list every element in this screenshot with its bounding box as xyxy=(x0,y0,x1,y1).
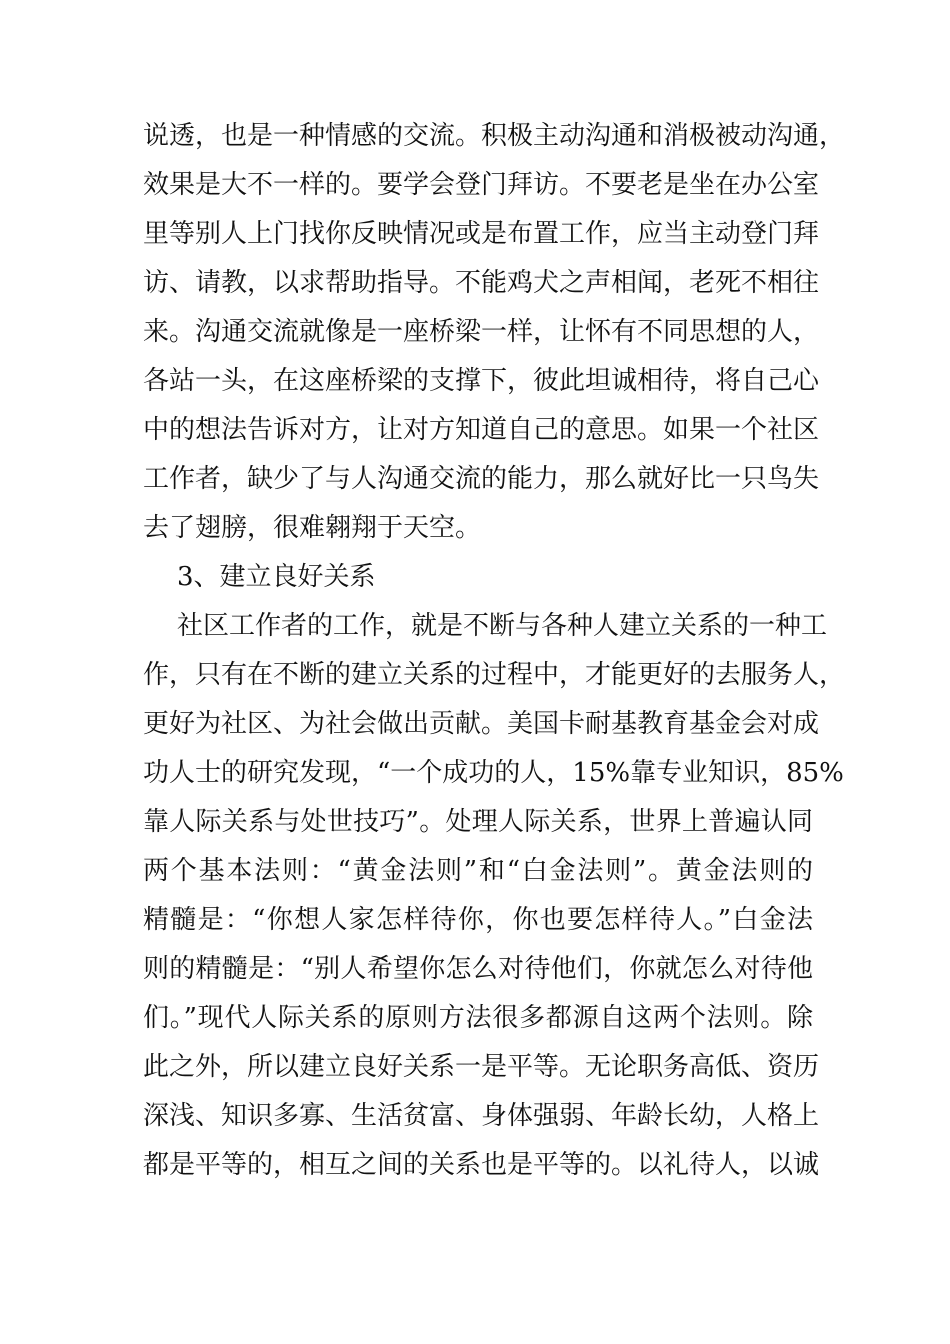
text-line-15: 靠人际关系与处世技巧”。处理人际关系，世界上普遍认同 xyxy=(143,807,813,837)
text-line-4: 访、请教，以求帮助指导。不能鸡犬之声相闻，老死不相往 xyxy=(143,268,820,298)
text-line-12: 作，只有在不断的建立关系的过程中，才能更好的去服务人， xyxy=(143,660,846,690)
text-line-1: 说透，也是一种情感的交流。积极主动沟通和消极被动沟通， xyxy=(143,121,846,151)
body-text xyxy=(143,112,846,1190)
section-heading: 3、建立良好关系 xyxy=(177,562,376,592)
text-line-3: 里等别人上门找你反映情况或是布置工作，应当主动登门拜 xyxy=(143,219,820,249)
text-line-9: 去了翅膀，很难翱翔于天空。 xyxy=(143,513,482,543)
text-line-20: 此之外，所以建立良好关系一是平等。无论职务高低、资历 xyxy=(143,1052,820,1082)
text-line-6: 各站一头，在这座桥梁的支撑下，彼此坦诚相待，将自己心 xyxy=(143,366,820,396)
text-line-18: 则的精髓是：“别人希望你怎么对待他们，你就怎么对待他 xyxy=(143,954,813,984)
text-line-5: 来。沟通交流就像是一座桥梁一样，让怀有不同思想的人， xyxy=(143,317,820,347)
text-line-14: 功人士的研究发现，“一个成功的人，15%靠专业知识，85% xyxy=(143,758,844,788)
text-line-11: 社区工作者的工作，就是不断与各种人建立关系的一种工 xyxy=(177,611,828,641)
text-line-21: 深浅、知识多寡、生活贫富、身体强弱、年龄长幼，人格上 xyxy=(143,1101,820,1131)
text-line-17: 精髓是：“你想人家怎样待你，你也要怎样待人。”白金法 xyxy=(143,905,813,935)
text-line-16: 两个基本法则：“黄金法则”和“白金法则”。黄金法则的 xyxy=(143,856,813,886)
text-line-8: 工作者，缺少了与人沟通交流的能力，那么就好比一只鸟失 xyxy=(143,464,820,494)
text-line-22: 都是平等的，相互之间的关系也是平等的。以礼待人，以诚 xyxy=(143,1150,820,1180)
text-line-13: 更好为社区、为社会做出贡献。美国卡耐基教育基金会对成 xyxy=(143,709,820,739)
text-line-19: 们。”现代人际关系的原则方法很多都源自这两个法则。除 xyxy=(143,1003,813,1033)
text-line-7: 中的想法告诉对方，让对方知道自己的意思。如果一个社区 xyxy=(143,415,820,445)
text-line-2: 效果是大不一样的。要学会登门拜访。不要老是坐在办公室 xyxy=(143,170,820,200)
